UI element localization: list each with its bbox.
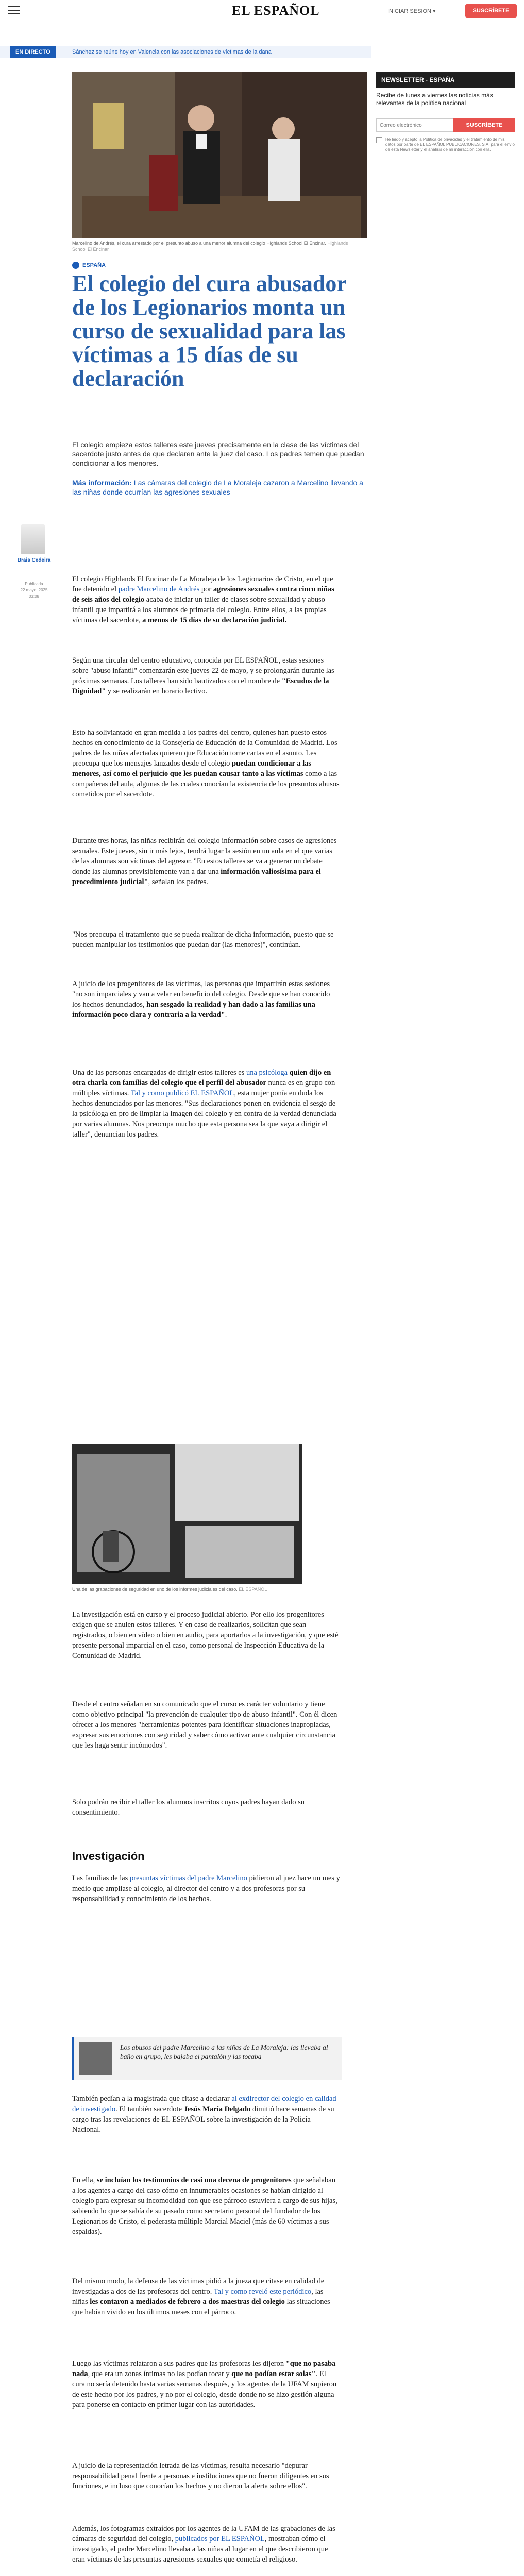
text: Durante tres horas, las niñas recibirán del colegio información sobre casos de agresiones sexuales. Este jueves, sin ir más lejos, tendrá lugar la sesión en un aula en el que varias de las alumnas son víctimas del agresor. "En estos talleres se va a generar un debate donde las alumnas previsiblemente van a dar una xyxy=(72,837,337,876)
more-info xyxy=(72,478,366,497)
related-article[interactable] xyxy=(72,2037,342,2080)
paragraph-5: "Nos preocupa el tratamiento que se pueda realizar de dicha información, puesto que se pueden manipular los testimonios que puedan dar (las menores)", continúan. xyxy=(72,930,334,949)
paragraph-13 xyxy=(72,2175,340,2237)
section-label: ESPAÑA xyxy=(82,262,106,268)
article-title: El colegio del cura abusador de los Legionarios monta un curso de sexualidad para las víctimas a 15 días de su declaración xyxy=(72,271,347,391)
bold-text: información valiosísima para el procedimiento judicial" xyxy=(72,868,321,886)
link-exdirector[interactable]: al exdirector del colegio en calidad de investigado xyxy=(72,2095,336,2113)
published-time: 03:08 xyxy=(28,594,40,599)
paragraph-4 xyxy=(72,836,340,887)
text: que señalaban a los agentes a cargo del caso cómo en innumerables ocasiones se habían dirigido al colegio para expresar su incomodidad con que ese párroco estuviera a cargo de sus hijas, sabiendo lo que se sabía de su pasado como secretario personal del fundador de los Legionarios de Cristo, el pederasta múltiple Marcial Maciel (más de 60 víctimas a sus espaldas). xyxy=(72,2176,337,2236)
paragraph-12 xyxy=(72,2094,340,2135)
text: Según una circular del centro educativo, conocida por EL ESPAÑOL, estas sesiones sobre "abuso infantil" comenzarán este jueves 22 de mayo, y se prolongarán durante las próximas semanas. Los talleres han sido bautizados con el nombre de xyxy=(72,656,334,685)
section-tag[interactable] xyxy=(72,262,106,269)
text: . El también sacerdote xyxy=(115,2105,184,2113)
text: y se realizarán en horario lectivo. xyxy=(106,687,208,696)
bold-text: les contaron a mediados de febrero a dos maestras del colegio xyxy=(90,2298,285,2306)
text: por xyxy=(199,585,213,594)
text: . El cura no sería detenido hasta varias semanas después, y los agentes de la UFAM supieron de este hecho por los padres, y no por el colegio, desde donde no se hizo gestión alguna para ponerse en contacto en primer lugar con las autoridades. xyxy=(72,2370,337,2409)
paragraph-7 xyxy=(72,1067,340,1140)
section-heading-investigacion: Investigación xyxy=(72,1850,145,1862)
more-info-link[interactable]: Las cámaras del colegio de La Moraleja cazaron a Marcelino llevando a las niñas donde ocurrían las agresiones sexuales xyxy=(72,479,363,496)
text: Una de las personas encargadas de dirigir estos talleres es xyxy=(72,1069,246,1077)
text: Además, los fotogramas extraídos por los agentes de la UFAM de las grabaciones de las cámaras de seguridad del colegio, xyxy=(72,2524,335,2543)
newsletter-consent xyxy=(376,137,515,152)
bold-text: agresiones sexuales contra cinco niñas de seis años del colegio xyxy=(72,585,334,604)
caption-credit: EL ESPAÑOL xyxy=(239,1587,267,1592)
author-name[interactable]: Brais Cedeira xyxy=(17,557,51,563)
newsletter-description: Recibe de lunes a viernes las noticias más relevantes de la política nacional xyxy=(376,92,493,107)
text: , señalan los padres. xyxy=(148,878,208,886)
paragraph-10: Solo podrán recibir el taller los alumnos inscritos cuyos padres hayan dado su consentimiento. xyxy=(72,1798,305,1817)
paragraph-1 xyxy=(72,574,340,625)
more-info-label: Más información: xyxy=(72,479,132,487)
text: También pedían a la magistrada que citase a declarar xyxy=(72,2095,232,2103)
newsletter-box xyxy=(376,72,515,152)
newsletter-email-input[interactable] xyxy=(376,118,453,132)
related-article-thumbnail[interactable] xyxy=(79,2042,112,2075)
menu-icon[interactable] xyxy=(8,6,20,14)
link-psicologa[interactable]: una psicóloga xyxy=(246,1069,288,1077)
text: Las familias de las xyxy=(72,1874,130,1883)
consent-checkbox[interactable] xyxy=(376,137,382,143)
text: , las niñas xyxy=(72,2287,324,2306)
text: nunca es en grupo con múltiples víctimas. xyxy=(72,1079,335,1097)
paragraph-6 xyxy=(72,979,340,1020)
bold-text: se incluían los testimonios de casi una decena de progenitores xyxy=(96,2176,292,2184)
caption-text: Una de las grabaciones de seguridad en uno de los informes judiciales del caso. xyxy=(72,1587,238,1592)
text: dimitió hace semanas de su cargo tras las revelaciones de EL ESPAÑOL sobre la investigación de la Policía Nacional. xyxy=(72,2105,334,2134)
paragraph-14 xyxy=(72,2276,340,2317)
text: En ella, xyxy=(72,2176,97,2184)
subscribe-button[interactable]: SUSCRÍBETE xyxy=(465,4,517,18)
published-date: 22 mayo, 2025 xyxy=(20,588,48,592)
paragraph-17 xyxy=(72,2523,340,2565)
text: , que era un zonas íntimas no las podían tocar y xyxy=(88,2370,232,2378)
live-headline-link[interactable]: Sánchez se reúne hoy en Valencia con las asociaciones de víctimas de la dana xyxy=(72,49,272,55)
consent-text: He leído y acepto la Política de privacidad y el tratamiento de mis datos por parte de EL ESPAÑOL PUBLICACIONES, S.A. para el envío de esta Newsletter y el análisis de mi interacción con ella. xyxy=(385,137,515,152)
section-dot-icon xyxy=(72,262,79,269)
site-logo[interactable]: EL ESPAÑOL xyxy=(232,3,320,18)
text: Del mismo modo, la defensa de las víctimas pidió a la jueza que citase en calidad de investigadas a dos de las profesoras del centro. xyxy=(72,2277,325,2296)
text: A juicio de los progenitores de las víctimas, las personas que impartirán estas sesiones "no son imparciales y van a velar en beneficio del colegio. Desde que se han conocido los hechos denunciados, xyxy=(72,980,330,1009)
text: las situaciones que habían vivido en los últimos meses con el párroco. xyxy=(72,2298,330,2316)
text: El colegio Highlands El Encinar de La Moraleja de los Legionarios de Cristo, en el que fue detenido el xyxy=(72,575,333,594)
text: Esto ha soliviantado en gran medida a los padres del centro, quienes han puesto estos hechos en conocimiento de la Consejería de Educación de la Comunidad de Madrid. Los padres de las niñas afectadas quieren que Educación tome cartas en el asunto. Les preocupa que los mensajes lanzados desde el colegio xyxy=(72,728,337,768)
paragraph-3 xyxy=(72,727,340,800)
photo-caption-text: Marcelino de Andrés, el cura arrestado por el presunto abuso a una menor alumna del colegio Highlands School El Encinar. xyxy=(72,241,326,246)
link-revelo-periodico[interactable]: Tal y como reveló este periódico xyxy=(213,2287,312,2296)
text: Luego las víctimas relataron a sus padres que las profesoras les dijeron xyxy=(72,2360,286,2368)
paragraph-16: A juicio de la representación letrada de las víctimas, resulta necesario "depurar responsabilidad penal frente a personas e instituciones que no fueron diligentes en sus funciones, e incluso que conocían los hechos y no dieron la alerta sobre ellos". xyxy=(72,2462,329,2490)
text: , esta mujer ponía en duda los hechos denunciados por las menores. "Sus declaraciones ponen en evidencia el sesgo de la psicóloga en pro de limpiar la imagen del colegio y en contra de la verdad denunciada por varias alumnas. Nos preocupa mucho que esta persona sea la que vaya a dirigir el taller", denuncian los padres. xyxy=(72,1089,336,1139)
bold-text: "que no pasaba nada xyxy=(72,2360,336,2378)
text: acaba de iniciar un taller de clases sobre sexualidad y abuso infantil que impartirá a los alumnos de primaria del colegio. Entre ellos, a las propias víctimas del sacerdote, xyxy=(72,596,327,624)
link-padre-marcelino[interactable]: padre Marcelino de Andrés xyxy=(118,585,200,594)
bold-text: quien dijo en otra charla con familias del colegio que el perfil del abusador xyxy=(72,1069,331,1087)
text: . xyxy=(225,1011,227,1019)
site-header xyxy=(0,0,524,22)
paragraph-2 xyxy=(72,655,340,697)
paragraph-9: Desde el centro señalan en su comunicado que el curso es carácter voluntario y tiene como objetivo principal "la prevención de cualquier tipo de abuso infantil". Con él dicen ofrecer a los menores "herramientas potentes para identificar situaciones inapropiadas, expresar sus emociones con seguridad y saber cómo activar ante cualquier circunstancia que les haga sentir incómodos". xyxy=(72,1700,337,1750)
related-article-title[interactable]: Los abusos del padre Marcelino a las niñas de La Moraleja: las llevaba al baño en grupo, les bajaba el pantalón y las tocaba xyxy=(120,2044,328,2060)
publication-date xyxy=(13,581,55,600)
live-bar xyxy=(0,46,371,58)
newsletter-subscribe-button[interactable]: SUSCRÍBETE xyxy=(453,118,515,132)
link-presuntas-victimas[interactable]: presuntas víctimas del padre Marcelino xyxy=(129,1874,247,1883)
security-image-caption xyxy=(72,1587,340,1592)
link-publicados[interactable]: publicados por EL ESPAÑOL xyxy=(175,2535,265,2543)
newsletter-form xyxy=(376,118,515,132)
published-label: Publicada xyxy=(25,582,43,586)
paragraph-11 xyxy=(72,1873,340,1904)
bold-text: Jesús María Delgado xyxy=(183,2105,251,2113)
bold-text: puedan condicionar a las menores, así como el perjuicio que les puedan causar tanto a las víctimas xyxy=(72,759,312,778)
bold-text: a menos de 15 días de su declaración judicial. xyxy=(142,616,287,624)
live-tag: EN DIRECTO xyxy=(10,46,56,58)
paragraph-15 xyxy=(72,2359,340,2410)
link-el-espanol[interactable]: Tal y como publicó EL ESPAÑOL xyxy=(130,1089,234,1097)
newsletter-heading: NEWSLETTER - ESPAÑA xyxy=(376,72,515,88)
text: pidieron al juez hace un mes y medio que ampliase al colegio, al director del centro y a dos profesoras por su responsabilidad y conocimiento de los hechos. xyxy=(72,1874,340,1903)
login-link[interactable]: INICIAR SESION ▾ xyxy=(387,8,436,14)
security-camera-image xyxy=(72,1444,302,1584)
security-camera-illustration xyxy=(72,1444,302,1584)
paragraph-8: La investigación está en curso y el proceso judicial abierto. Por ello los progenitores exigen que se anulen estos talleres. Y en caso de realizarlos, solicitan que sean registrados, o bien en vídeo o bien en audio, para aportarlos a la investigación, y que esté presente personal imparcial en el caso, como personal de Inspección Educativa de la Comunidad de Madrid. xyxy=(72,1611,339,1660)
photo-caption xyxy=(72,240,361,252)
text: como a las compañeras del aula, algunas de las cuales conocían la existencia de los presuntos abusos cometidos por el sacerdote. xyxy=(72,770,340,799)
article-lead: El colegio empieza estos talleres este jueves precisamente en la clase de las víctimas del sacerdote justo antes de que declaren ante la juez del caso. Los padres temen que puedan condicionar a los menores. xyxy=(72,440,364,467)
main-photo xyxy=(72,72,367,238)
photo-credit: Highlands School El Encinar xyxy=(72,241,348,252)
bold-text: que no podían estar solas" xyxy=(231,2370,316,2378)
bold-text: han sesgado la realidad y han dado a las familias una información poco clara y contraria a la verdad" xyxy=(72,1001,315,1019)
author-avatar[interactable] xyxy=(21,524,45,554)
text: , mostraban cómo el investigado, el padre Marcelino llevaba a las niñas al lugar en el que describieron que eran víctimas de las presuntas agresiones sexuales que cometía el religioso. xyxy=(72,2535,328,2564)
bold-text: "Escudos de la Dignidad" xyxy=(72,677,329,696)
main-photo-illustration xyxy=(72,72,367,238)
